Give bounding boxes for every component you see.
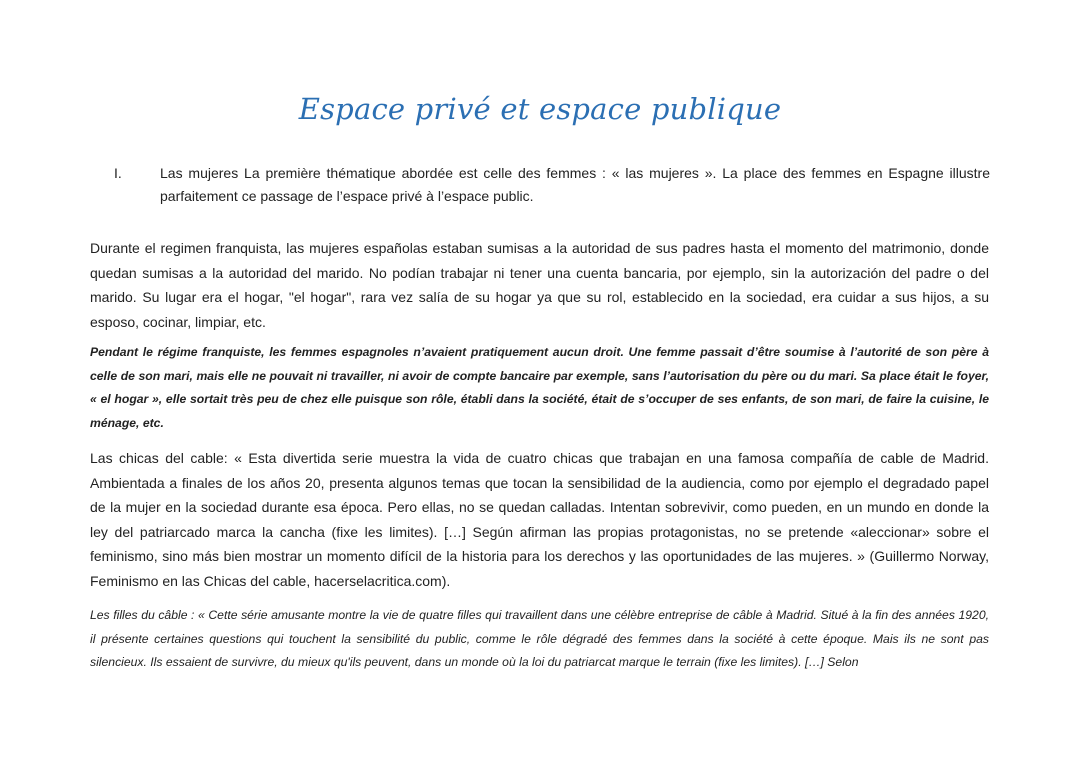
section-number: I. [114, 165, 122, 181]
french-translation-filles-du-cable: Les filles du câble : « Cette série amusante montre la vie de quatre filles qui travaillent dans une célèbre entreprise de câble à Madrid. Situé à la fin des années 1920, il présente certaines questions qui touchent la sensibilité du public, comme le rôle dégradé des femmes dans la société à cette époque. Mais ils ne sont pas silencieux. Ils essaient de survivre, du mieux qu'ils peuvent, dans un monde où la loi du patriarcat marque le terrain (fixe les limites). […] Selon [90, 608, 989, 670]
document-title: Espace privé et espace publique [298, 92, 782, 126]
french-translation-franquisme: Pendant le régime franquiste, les femmes espagnoles n’avaient pratiquement aucun droit. Une femme passait d’être soumise à l’autorité de son père à celle de son mari, mais elle ne pouvait ni travailler, ni avoir de compte bancaire par exemple, sans l’autorisation du père ou du mari. Sa place était le foyer, « el hogar », elle sortait très peu de chez elle puisque son rôle, établi dans la société, était de s’occuper de ses enfants, de son mari, de faire la cuisine, le ménage, etc. [90, 345, 989, 430]
spanish-paragraph-chicas-del-cable: Las chicas del cable: « Esta divertida serie muestra la vida de cuatro chicas que trabajan en una famosa compañía de cable de Madrid. Ambientada a finales de los años 20, presenta algunos temas que tocan la sensibilidad de la audiencia, como por ejemplo el degradado papel de la mujer en la sociedad durante esa época. Pero ellas, no se quedan calladas. Intentan sobrevivir, como pueden, en un mundo en donde la ley del patriarcado marca la cancha (fixe les limites). […] Según afirman las propias protagonistas, no se pretende «aleccionar» sobre el feminismo, sino más bien mostrar un momento difícil de la historia para los derechos y las oportunidades de las mujeres. » (Guillermo Norway, Feminismo en las Chicas del cable, hacerselacritica.com). [90, 450, 989, 589]
section-heading-item [90, 162, 990, 208]
spanish-paragraph-franquismo: Durante el regimen franquista, las mujeres españolas estaban sumisas a la autoridad de sus padres hasta el momento del matrimonio, donde quedan sumisas a la autoridad del marido. No podían trabajar ni tener una cuenta bancaria, por ejemplo, sin la autorización del padre o del marido. Su lugar era el hogar, "el hogar", rara vez salía de su hogar ya que su rol, establecido en la sociedad, era cuidar a sus hijos, a su esposo, cocinar, limpiar, etc. [90, 240, 989, 330]
section-heading-text: Las mujeres La première thématique abordée est celle des femmes : « las mujeres ». La place des femmes en Espagne illustre parfaitement ce passage de l’espace privé à l’espace public. [160, 165, 990, 204]
